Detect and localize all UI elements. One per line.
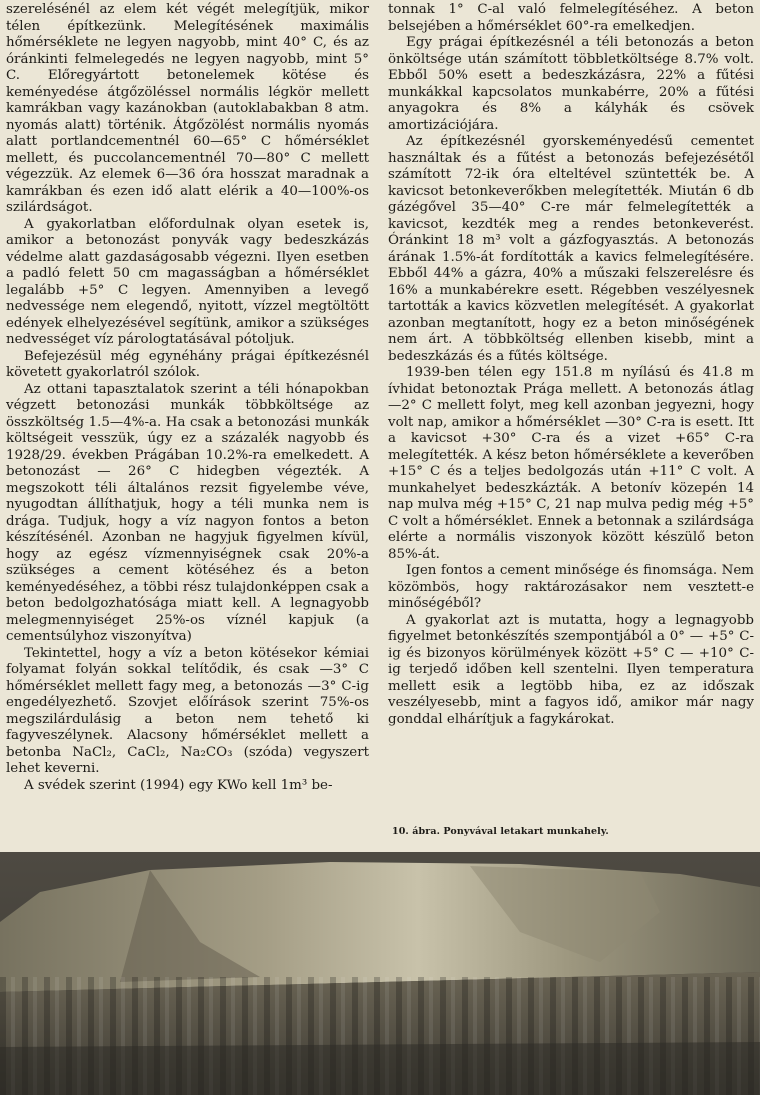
paragraph: A svédek szerint (1994) egy KWo kell 1m³ be- [24,777,333,793]
paragraph: A gyakorlatban előfordulnak olyan esetek is, amikor a betonozást ponyvák vagy bedeszkázás védelme alatt gazdaságosabb végezni. Ilyen esetben a padló felett 50 cm magasságban a hőmérséklet legalább +5° C legyen. Amennyiben a levegő nedvessége nem elegendő, nyitott, vízzel megtöltött edények elhelyezésével segítünk, amikor a szükséges nedvességet víz párologtatásával pótoljuk. [6,216,370,347]
paragraph: Az ottani tapasztalatok szerint a téli hónapokban végzett betonozási munkák többköltsége az összköltség 1.5—4%-a. Ha csak a betonozási munkák költségeit vesszük, úgy ez a százalék nagyobb és 1928/29. években Prágában 10.2%-ra emelkedett. A betonozást — 26° C hidegben végezték. A megszokott téli általános rezsit figyelembe véve, nyugodtan állíthatjuk, hogy a téli munka nem is drága. Tudjuk, hogy a víz nagyon fontos a beton készítésénél. Azonban ne hagyjuk figyelmen kívül, hogy az egész vízmennyiségnek csak 20%-a szükséges a cement kötéséhez és a beton keményedéséhez, a többi rész tulajdonképpen csak a beton bedolgozhatósága miatt kell. A legnagyobb melegmennyiséget 25%-os víznél kapjuk (a cementsúlyhoz viszonyítva) [6,381,369,644]
figure-caption: 10. ábra. Ponyvával letakart munkahely. [392,826,609,837]
text-column-left [6,2,369,794]
paragraph: tonnak 1° C-al való felmelegítéséhez. A beton belsejében a hőmérséklet 60°-ra emelkedjen. [388,2,754,34]
paragraph: szerelésénél az elem két végét melegítjük, mikor télen építkezünk. Melegítésének maximális hőmérséklete ne legyen nagyobb, mint 40° C, és az óránkinti felmelegedés ne legyen nagyobb, mint 5° C. Előregyártott betonelemek kötése és keményedése átgőzöléssel normális légkör mellett kamrákban vagy kazánokban (autoklabakban 8 atm. nyomás alatt) történik. Átgőzölést normális nyomás alatt portlandcementnél 60—65° C hőmérséklet mellett, és puccolancementnél 70—80° C mellett végezzük. Az elemek 6—36 óra hosszat maradnak a kamrákban és ezen idő alatt elérik a 40—100%-os szilárdságot. [6,2,369,215]
paragraph: Igen fontos a cement minősége és finomsága. Nem közömbös, hogy raktározásakor nem vesztett-e minőségéből? [388,563,754,611]
paragraph: Egy prágai építkezésnél a téli betonozás a beton önköltsége után számított többletköltsége 8.7% volt. Ebből 50% esett a bedeszkázásra, 22% a fűtési munkákkal kapcsolatos munkabérre, 20% a fűtési anyagokra és 8% a kályhák és csövek amortizációjára. [388,35,754,133]
paragraph: Az építkezésnél gyorskeményedésű cementet használtak és a fűtést a betonozás befejezésétől számított 72-ik óra elteltével szüntették be. A kavicsot betonkeverőkben melegítették. Miután 6 db gázégővel 35—40° C-re már felmelegítették a kavicsot, kezdték meg a rendes betonkeverést. Óránkint 18 m³ volt a gázfogyasztás. A betonozás árának 1.5%-át fordították a kavics felmelegítésére. Ebből 44% a gázra, 40% a műszaki felszerelésre és 16% a munkabérekre esett. Régebben veszélyesnek tartották a kavics közvetlen melegítését. A gyakorlat azonban megtanított, hogy ez a beton minőségének nem árt. A többköltség ellenben kisebb, mint a bedeszkázás és a fűtés költsége. [388,134,754,364]
tarpaulin-covered-worksite-photo [0,852,760,1095]
paragraph: 1939-ben télen egy 151.8 m nyílású és 41.8 m ívhidat betonoztak Prága mellett. A betonozás átlag —2° C mellett folyt, meg kell azonban jegyezni, hogy volt nap, amikor a hőmérséklet —30° C-ra is esett. Itt a kavicsot +30° C-ra és a vizet +65° C-ra melegítették. A kész beton hőmérséklete a keverőben +15° C és a teljes bedolgozás után +11° C volt. A munkahelyet bedeszkázták. A betonív közepén 14 nap mulva még +15° C, 21 nap mulva pedig még +5° C volt a hőmérséklet. Ennek a betonnak a szilárdsága elérte a normális viszonyok között készülő beton 85%-át. [388,365,754,562]
paragraph: A gyakorlat azt is mutatta, hogy a legnagyobb figyelmet betonkészítés szempontjából a 0° — +5° C-ig és bizonyos körülmények között +5° C — +10° C-ig terjedő időben kell szentelni. Ilyen temperatura mellett esik a legtöbb hiba, ez az időszak veszélyesebb, mint a fagyos idő, amikor már nagy gonddal elhárítjuk a fagykárokat. [388,612,754,727]
text-column-right [388,2,754,728]
paragraph: Tekintettel, hogy a víz a beton kötésekor kémiai folyamat folyán sokkal telítődik, és csak —3° C hőmérséklet mellett fagy meg, a betonozás —3° C-ig engedélyezhető. Szovjet előírások szerint 75%-os megszilárdulásig a beton nem tehető ki fagyveszélynek. Alacsony hőmérséklet mellett a betonba NaCl₂, CaCl₂, Na₂CO₃ (szóda) vegyszert lehet keverni. [6,645,369,776]
paragraph: Befejezésül még egynéhány prágai építkezésnél követett gyakorlatról szólok. [6,348,369,380]
